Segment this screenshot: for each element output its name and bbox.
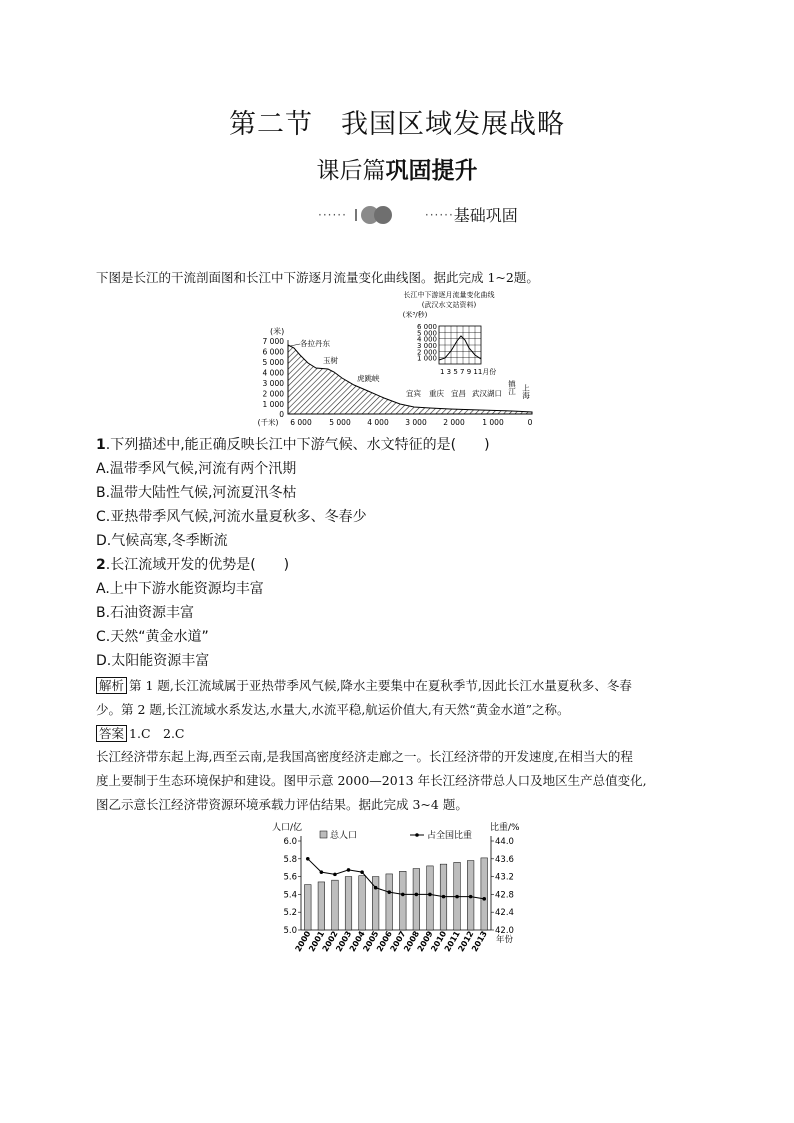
inset-y-tick: 3 000 — [416, 342, 437, 350]
point-national-share — [333, 873, 337, 877]
point-national-share — [455, 895, 459, 899]
analysis-line-1 — [96, 673, 706, 699]
point-national-share — [415, 893, 419, 897]
profile-y-tick: 1 000 — [262, 400, 284, 409]
y-tick-label: 5.2 — [283, 908, 297, 919]
y-tick-label: 5.8 — [283, 854, 297, 865]
section-dots-left: ······ — [318, 207, 347, 222]
question-option: B.温带大陆性气候,河流夏汛冬枯 — [96, 485, 297, 501]
inset-x-label: 1 3 5 7 9 11月份 — [440, 368, 497, 376]
bar-total-population — [345, 877, 352, 930]
chart-ylabel: 人口/亿 — [272, 823, 303, 833]
place-label: 玉树 — [323, 356, 338, 365]
y-tick-label: 5.6 — [283, 872, 297, 883]
analysis-line-2: 少。第 2 题,长江流域水系发达,水量大,水流平稳,航运价值大,有天然“黄金水道”之称。 — [96, 702, 570, 717]
point-national-share — [469, 895, 473, 899]
profile-x-tick: 5 000 — [329, 418, 351, 427]
question-option: D.气候高寒,冬季断流 — [96, 533, 228, 549]
question-option: C.亚热带季风气候,河流水量夏秋多、冬春少 — [96, 509, 367, 525]
question-number: 2 — [96, 557, 106, 573]
inset-subtitle: (武汉水文站资料) — [421, 301, 477, 309]
inset-flow-curve — [439, 336, 481, 360]
section-label: 基础巩固 — [453, 206, 518, 225]
x-tick-label: 2010 — [429, 929, 449, 952]
profile-y-tick: 2 000 — [262, 389, 284, 399]
inset-y-tick: 4 000 — [416, 335, 437, 344]
profile-x-tick: 2 000 — [443, 418, 465, 427]
question-2-stem — [96, 553, 289, 577]
bar-total-population — [481, 858, 488, 930]
intro-2-line-3: 图乙示意长江经济带资源环境承载力评估结果。据此完成 3~4 题。 — [96, 797, 468, 812]
inset-y-tick: 5 000 — [416, 329, 437, 338]
place-label: 上海 — [521, 384, 531, 399]
point-national-share — [442, 895, 446, 899]
point-national-share — [428, 893, 432, 897]
legend-bar-swatch — [320, 831, 327, 838]
question-number: 1 — [96, 437, 106, 453]
population-chart — [268, 816, 528, 952]
x-tick-label: 2000 — [293, 929, 313, 952]
y2-tick-label: 43.6 — [495, 854, 514, 865]
point-national-share — [306, 857, 310, 861]
intro-1: 下图是长江的干流剖面图和长江中下游逐月流量变化曲线图。据此完成 1~2题。 — [96, 270, 539, 285]
profile-x-tick: 3 000 — [405, 418, 427, 427]
point-national-share — [320, 870, 324, 874]
profile-y-tick: 3 000 — [262, 379, 284, 388]
question-1-stem — [96, 433, 490, 457]
x-tick-label: 2004 — [347, 929, 367, 952]
figure-1 — [250, 288, 550, 433]
question-option: D.太阳能资源丰富 — [96, 653, 210, 669]
x-tick-label: 2007 — [388, 929, 408, 952]
point-national-share — [387, 890, 391, 894]
x-tick-label: 2003 — [334, 929, 354, 952]
inset-y-tick: 1 000 — [416, 354, 437, 363]
question-option: C.天然“黄金水道” — [96, 629, 209, 645]
answer-tag: 答案 — [96, 725, 127, 742]
x-tick-label: 2001 — [307, 929, 327, 952]
x-tick-label: 2002 — [320, 929, 340, 952]
section-heading — [318, 203, 518, 226]
profile-x-tick: 1 000 — [482, 418, 504, 427]
subtitle-bold: 巩固提升 — [385, 158, 478, 184]
x-tick-label: 2006 — [375, 929, 394, 952]
bar-total-population — [304, 885, 311, 930]
bar-total-population — [413, 869, 420, 930]
bar-total-population — [332, 880, 339, 930]
page-subtitle — [0, 152, 794, 185]
figure-1-svg — [250, 288, 550, 433]
profile-y-tick: 5 000 — [262, 358, 284, 367]
point-national-share — [401, 893, 405, 897]
x-tick-label: 2013 — [470, 929, 489, 952]
place-label: 宜昌 — [451, 389, 466, 398]
answer-text: 1.C 2.C — [129, 726, 185, 741]
place-label: 镇江 — [507, 380, 517, 395]
question-option: B.石油资源丰富 — [96, 605, 195, 621]
profile-unit-y: (米) — [270, 327, 285, 336]
place-label: 虎跳峡 — [357, 374, 380, 383]
x-tick-label: 2008 — [402, 929, 422, 952]
x-tick-label: 2005 — [361, 929, 381, 952]
bar-total-population — [359, 876, 366, 930]
point-national-share — [347, 868, 351, 872]
inset-unit: (米³/秒) — [402, 311, 428, 319]
subtitle-normal: 课后篇 — [316, 158, 386, 184]
profile-y-tick: 4 000 — [262, 368, 284, 378]
section-dots-right: ······ — [424, 207, 454, 222]
legend-line-marker — [415, 833, 419, 837]
chart-y2label: 比重/% — [490, 823, 520, 833]
analysis-tag: 解析 — [96, 677, 127, 694]
place-label: 武汉湖口 — [472, 389, 502, 398]
bar-total-population — [427, 866, 434, 930]
profile-x-tick: 6 000 — [290, 418, 312, 427]
intro-2-line-2: 度上要制于生态环境保护和建设。图甲示意 2000—2013 年长江经济带总人口及地区生产总值变化, — [96, 773, 647, 788]
inset-y-tick: 6 000 — [416, 323, 437, 331]
chart-xlabel: 年份 — [496, 935, 514, 945]
question-option: A.温带季风气候,河流有两个汛期 — [96, 461, 297, 477]
question-text: .长江流域开发的优势是( ) — [105, 557, 290, 573]
page-title: 第二节 我国区域发展战略 — [229, 109, 565, 140]
profile-unit-x: (千米) — [257, 418, 279, 427]
point-national-share — [482, 897, 486, 901]
inset-y-tick: 2 000 — [416, 348, 437, 357]
x-tick-label: 2009 — [415, 929, 435, 952]
place-label: 重庆 — [429, 389, 444, 398]
question-option: A.上中下游水能资源均丰富 — [96, 581, 264, 597]
x-tick-label: 2012 — [456, 929, 476, 952]
profile-x-tick: 4 000 — [367, 418, 389, 427]
legend-line-label: 占全国比重 — [427, 831, 473, 841]
profile-x-tick: 0 — [527, 418, 533, 427]
profile-y-tick: 0 — [279, 410, 284, 419]
inset-title: 长江中下游逐月流量变化曲线 — [403, 291, 495, 299]
profile-y-tick: 7 000 — [262, 337, 284, 346]
place-label: 各拉丹东 — [300, 339, 330, 348]
bar-total-population — [399, 871, 406, 930]
y2-tick-label: 42.4 — [495, 908, 514, 919]
intro-2-line-1: 长江经济带东起上海,西至云南,是我国高密度经济走廊之一。长江经济带的开发速度,在相当大的程 — [96, 749, 633, 764]
legend-bar-label: 总人口 — [330, 831, 358, 841]
y-tick-label: 6.0 — [283, 837, 297, 847]
analysis-text-1: 第 1 题,长江流域属于亚热带季风气候,降水主要集中在夏秋季节,因此长江水量夏秋多、冬春 — [129, 678, 632, 693]
bar-total-population — [386, 874, 393, 930]
y-tick-label: 5.4 — [283, 890, 297, 901]
question-text: .下列描述中,能正确反映长江中下游气候、水文特征的是( ) — [105, 437, 490, 453]
x-tick-label: 2011 — [442, 929, 462, 952]
point-national-share — [360, 870, 364, 874]
figure-2 — [268, 816, 528, 952]
y2-tick-label: 42.0 — [495, 926, 514, 936]
point-national-share — [374, 886, 378, 890]
y2-tick-label: 44.0 — [495, 837, 514, 847]
y2-tick-label: 43.2 — [495, 872, 514, 883]
y-tick-label: 5.0 — [283, 926, 297, 936]
y2-tick-label: 42.8 — [495, 890, 514, 901]
profile-y-tick: 6 000 — [262, 347, 284, 357]
bar-total-population — [318, 882, 325, 930]
section-badge-icon — [353, 204, 397, 226]
place-label: 宜宾 — [406, 389, 421, 398]
